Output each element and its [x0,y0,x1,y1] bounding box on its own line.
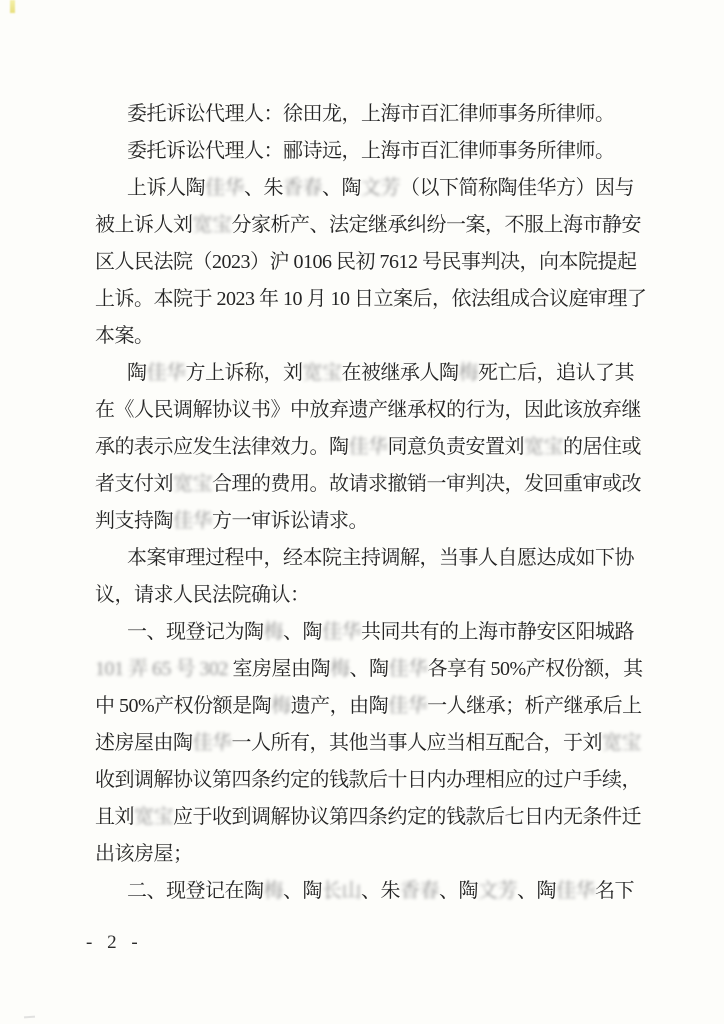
text-segment: 一人继承；析产继承后上 [427,695,642,717]
redacted-text: 梅 [330,658,350,680]
text-segment: 中 50%产权份额是陶 [95,695,272,717]
text-segment: 的居住或 [563,436,641,458]
redacted-text: 梅 [458,362,478,384]
text-line [95,688,660,725]
text-segment: 同意负责安置刘 [387,436,524,458]
text-line [95,429,660,466]
text-line [95,651,660,688]
redacted-text: 香春 [283,177,322,199]
text-segment: 承的表示应发生法律效力。陶 [95,436,349,458]
text-segment: 、陶 [349,658,389,680]
redacted-text: 佳华 [205,177,244,199]
text-segment: 分家析产、法定继承纠纷一案，不服上海市静安 [231,214,641,236]
text-segment: 名下 [595,880,634,902]
text-segment: 判支持陶 [95,510,173,532]
redacted-text: 梅 [271,695,291,717]
redacted-text: 宽宝 [134,806,173,828]
redacted-text: 宽宝 [602,732,641,754]
text-segment: 上诉。本院于 2023 年 10 月 10 日立案后，依法组成合议庭审理了 [95,288,647,310]
text-line [95,725,660,762]
text-segment: 在被继承人陶 [341,362,459,384]
text-segment: 陶 [127,362,147,384]
redacted-text: 佳华 [146,362,186,384]
text-segment: 本案。 [95,325,154,347]
redacted-text: 梅 [263,621,283,643]
redacted-text: 长山 [322,880,361,902]
text-segment: 述房屋由陶 [95,732,193,754]
text-segment: 、陶 [322,177,361,199]
text-segment: 一人所有，其他当事人应当相互配合，于刘 [231,732,602,754]
text-line [95,281,660,318]
redacted-text: 香春 [400,880,439,902]
redacted-text: 佳华 [173,510,212,532]
text-line [95,466,660,503]
redacted-text: 宽宝 [524,436,563,458]
text-segment: 遗产，由陶 [290,695,389,717]
document-body [95,96,660,910]
text-line [95,614,660,651]
text-line [95,836,660,873]
text-segment: 应于收到调解协议第四条约定的钱款后七日内无条件迁 [173,806,641,828]
text-segment: 死亡后，追认了其 [478,362,634,384]
redacted-text: 佳华 [388,658,428,680]
text-line [95,318,660,355]
text-segment: 室房屋由陶 [228,658,330,680]
text-segment: 被上诉人刘 [95,214,193,236]
text-line [95,170,660,207]
redacted-text: 佳华 [556,880,595,902]
text-segment: 、陶 [283,621,322,643]
text-segment: 在《人民调解协议书》中放弃遗产继承权的行为，因此该放弃继 [95,399,641,421]
text-segment: 收到调解协议第四条约定的钱款后十日内办理相应的过户手续， [95,769,641,791]
redacted-text: 梅 [263,880,283,902]
text-line [95,96,660,133]
text-line [95,503,660,540]
text-segment: 共同共有的上海市静安区阳城路 [361,621,634,643]
page-number: - 2 - [86,932,143,953]
text-segment: 且刘 [95,806,134,828]
scan-artifact-yellow-mark [10,0,15,13]
text-line [95,355,660,392]
text-segment: 方一审诉讼请求。 [212,510,368,532]
text-segment: 区人民法院（2023）沪 0106 民初 7612 号民事判决，向本院提起 [95,251,637,273]
text-segment: 委托诉讼代理人：徐田龙，上海市百汇律师事务所律师。 [127,103,615,125]
redacted-text: 宽宝 [302,362,342,384]
redacted-text: 宽宝 [173,473,212,495]
text-segment: 委托诉讼代理人：郦诗远，上海市百汇律师事务所律师。 [127,140,615,162]
text-line [95,244,660,281]
text-segment: 、陶 [283,880,322,902]
text-segment: 一、现登记为陶 [127,621,264,643]
text-line [95,762,660,799]
scan-artifact-gray-dash [24,1016,35,1019]
redacted-text: 文芳 [478,880,517,902]
text-segment: 本案审理过程中，经本院主持调解，当事人自愿达成如下协 [127,547,634,569]
text-line [95,540,660,577]
text-segment: 方上诉称，刘 [185,362,303,384]
text-segment: 出该房屋； [95,843,193,865]
text-segment: 上诉人陶 [127,177,205,199]
text-line [95,577,660,614]
text-segment: 二、现登记在陶 [127,880,264,902]
text-line [95,392,660,429]
redacted-text: 佳华 [192,732,232,754]
text-line [95,133,660,170]
text-line [95,799,660,836]
text-segment: 、陶 [517,880,556,902]
redacted-text: 文芳 [361,177,400,199]
text-segment: 议，请求人民法院确认： [95,584,310,606]
redacted-text: 101 弄 65 号 302 [95,658,228,680]
text-line [95,207,660,244]
redacted-text: 宽宝 [192,214,232,236]
text-segment: 各享有 50%产权份额，其 [427,658,643,680]
text-segment: （以下简称陶佳华方）因与 [400,177,634,199]
redacted-text: 佳华 [348,436,388,458]
text-segment: 、朱 [244,177,283,199]
text-segment: 合理的费用。故请求撤销一审判决，发回重审或改 [212,473,641,495]
text-segment: 、陶 [439,880,478,902]
redacted-text: 佳华 [322,621,361,643]
text-segment: 者支付刘 [95,473,173,495]
text-line [95,873,660,910]
text-segment: 、朱 [361,880,400,902]
redacted-text: 佳华 [388,695,428,717]
